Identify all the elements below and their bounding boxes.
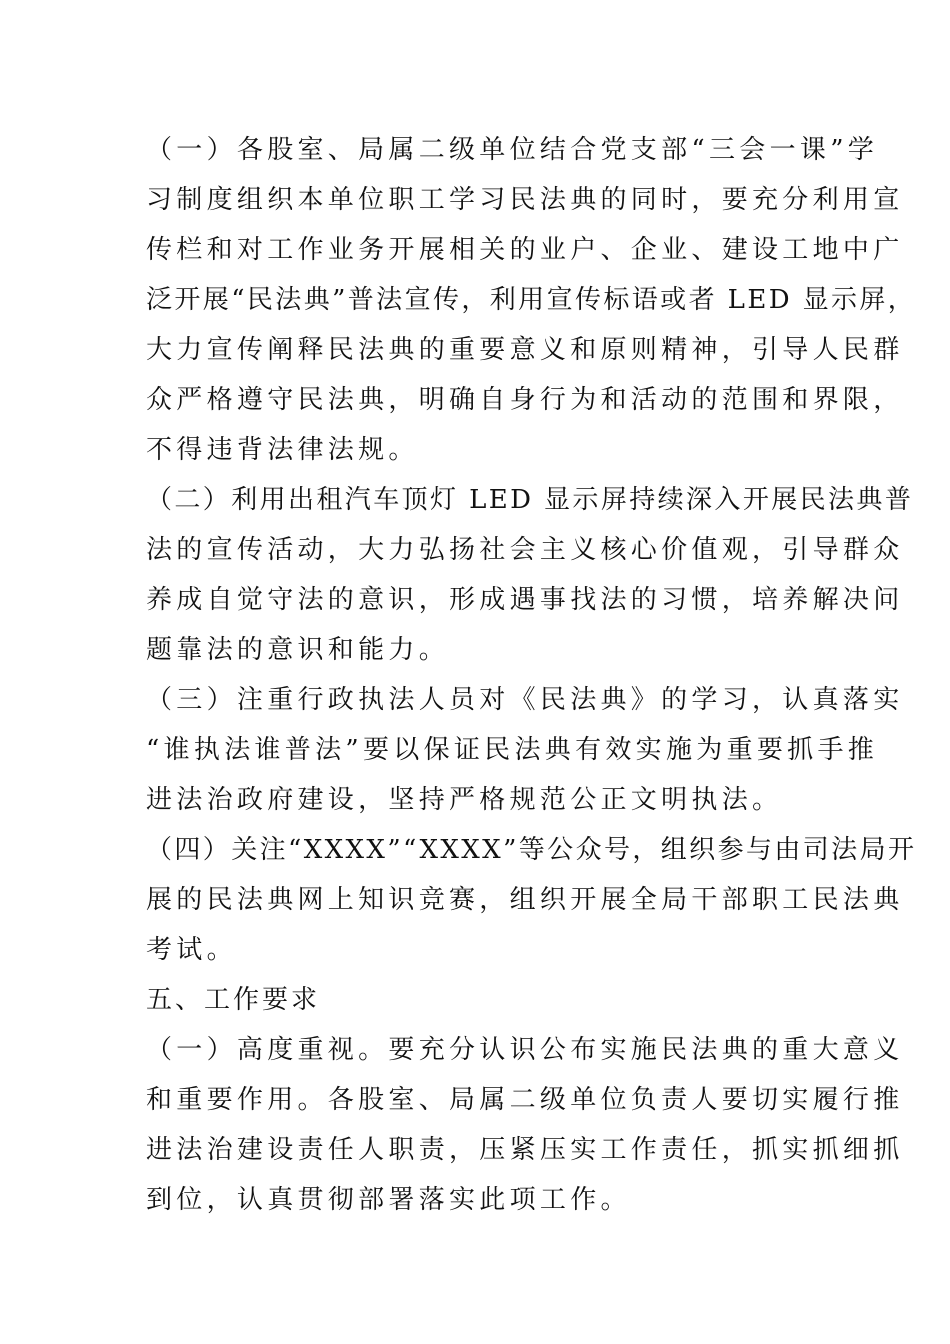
text-line: 养成自觉守法的意识，形成遇事找法的习惯，培养解决问: [146, 585, 904, 615]
text-line: 到位，认真贯彻部署落实此项工作。: [146, 1185, 631, 1215]
text-line: 不得违背法律法规。: [146, 435, 419, 465]
text-line: 法的宣传活动，大力弘扬社会主义核心价值观，引导群众: [146, 535, 904, 565]
text-line: （四）关注“XXXX”“XXXX”等公众号，组织参与由司法局开: [146, 835, 917, 865]
text-line: 考试。: [146, 935, 237, 965]
text-line: 习制度组织本单位职工学习民法典的同时，要充分利用宣: [146, 185, 904, 215]
text-line: 进法治建设责任人职责，压紧压实工作责任，抓实抓细抓: [146, 1135, 904, 1165]
heading-text: 五、工作要求: [146, 985, 321, 1015]
text-line: 展的民法典网上知识竞赛，组织开展全局干部职工民法典: [146, 885, 904, 915]
text-line: （二）利用出租汽车顶灯 LED 显示屏持续深入开展民法典普: [146, 485, 914, 515]
text-line: 传栏和对工作业务开展相关的业户、企业、建设工地中广: [146, 235, 904, 265]
text-line: （一）各股室、局属二级单位结合党支部“三会一课”学: [146, 135, 879, 165]
text-line: 大力宣传阐释民法典的重要意义和原则精神，引导人民群: [146, 335, 904, 365]
text-line: （三）注重行政执法人员对《民法典》的学习，认真落实: [146, 685, 904, 715]
text-line: 进法治政府建设，坚持严格规范公正文明执法。: [146, 785, 783, 815]
text-line: （一）高度重视。要充分认识公布实施民法典的重大意义: [146, 1035, 904, 1065]
text-line: 和重要作用。各股室、局属二级单位负责人要切实履行推: [146, 1085, 904, 1115]
text-line: 泛开展“民法典”普法宣传，利用宣传标语或者 LED 显示屏，: [146, 285, 917, 315]
text-line: “谁执法谁普法”要以保证民法典有效实施为重要抓手推: [146, 735, 879, 765]
text-line: 众严格遵守民法典，明确自身行为和活动的范围和界限，: [146, 385, 904, 415]
text-line: 题靠法的意识和能力。: [146, 635, 450, 665]
